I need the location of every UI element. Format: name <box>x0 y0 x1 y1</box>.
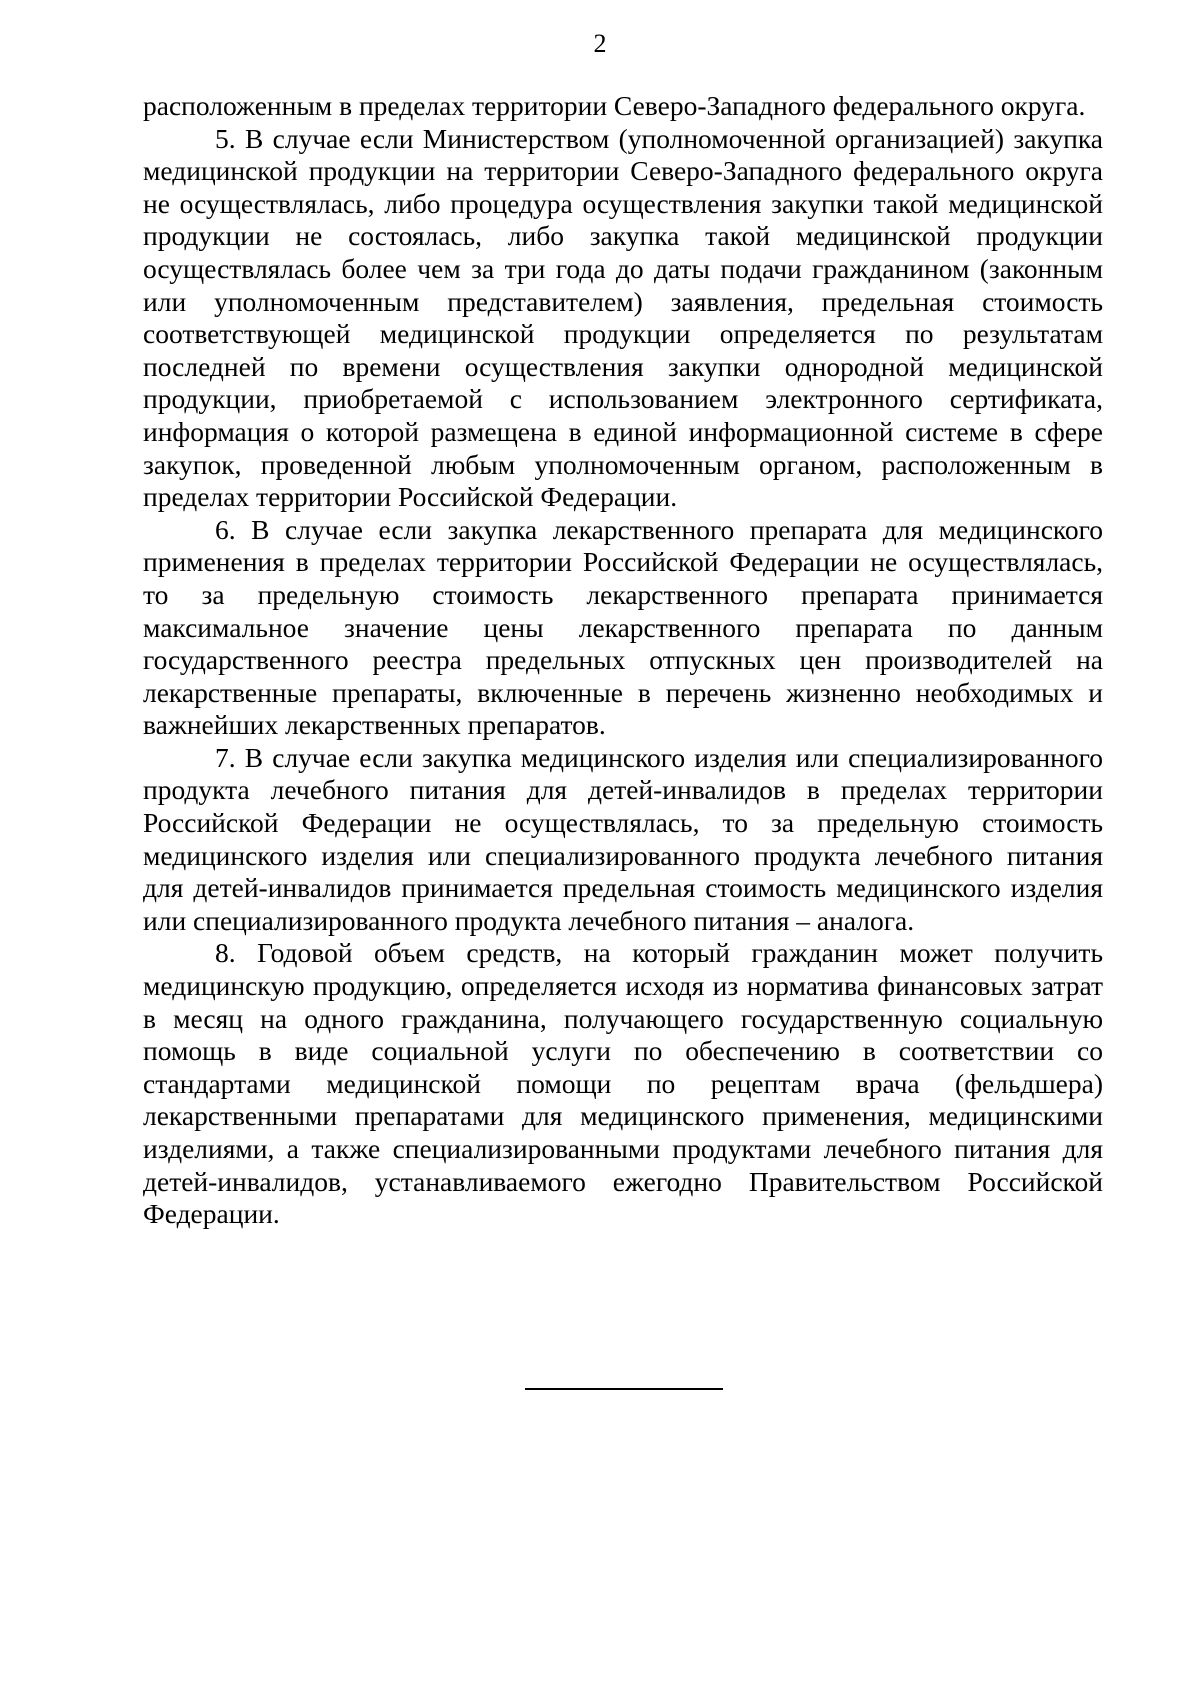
paragraph-8: 8. Годовой объем средств, на который гражданин может получить медицинскую продукцию, определяется исходя из норматива финансовых затрат в месяц на одного гражданина, получающего государственную социальную помощь в виде социальной услуги по обеспечению в соответствии со стандартами медицинской помощи по рецептам врача (фельдшера) лекарственными препаратами для медицинского применения, медицинскими изделиями, а также специализированными продуктами лечебного питания для детей-инвалидов, устанавливаемого ежегодно Правительством Российской Федерации. <box>143 937 1103 1230</box>
document-body <box>143 90 1103 1231</box>
paragraph-continuation: расположенным в пределах территории Северо-Западного федерального округа. <box>143 90 1086 121</box>
end-of-document-rule <box>525 1388 723 1390</box>
paragraph-5: 5. В случае если Министерством (уполномоченной организацией) закупка медицинской продукции на территории Северо-Западного федерального округа не осуществлялась, либо процедура осуществления закупки такой медицинской продукции не состоялась, либо закупка такой медицинской продукции осуществлялась более чем за три года до даты подачи гражданином (законным или уполномоченным представителем) заявления, предельная стоимость соответствующей медицинской продукции определяется по результатам последней по времени осуществления закупки однородной медицинской продукции, приобретаемой с использованием электронного сертификата, информация о которой размещена в единой информационной системе в сфере закупок, проведенной любым уполномоченным органом, расположенным в пределах территории Российской Федерации. <box>143 122 1103 513</box>
paragraph-6: 6. В случае если закупка лекарственного препарата для медицинского применения в пределах территории Российской Федерации не осуществлялась, то за предельную стоимость лекарственного препарата принимается максимальное значение цены лекарственного препарата по данным государственного реестра предельных отпускных цен производителей на лекарственные препараты, включенные в перечень жизненно необходимых и важнейших лекарственных препаратов. <box>143 513 1103 741</box>
paragraph-7: 7. В случае если закупка медицинского изделия или специализированного продукта лечебного питания для детей-инвалидов в пределах территории Российской Федерации не осуществлялась, то за предельную стоимость медицинского изделия или специализированного продукта лечебного питания для детей-инвалидов принимается предельная стоимость медицинского изделия или специализированного продукта лечебного питания – аналога. <box>143 741 1103 936</box>
page-number: 2 <box>593 29 607 58</box>
